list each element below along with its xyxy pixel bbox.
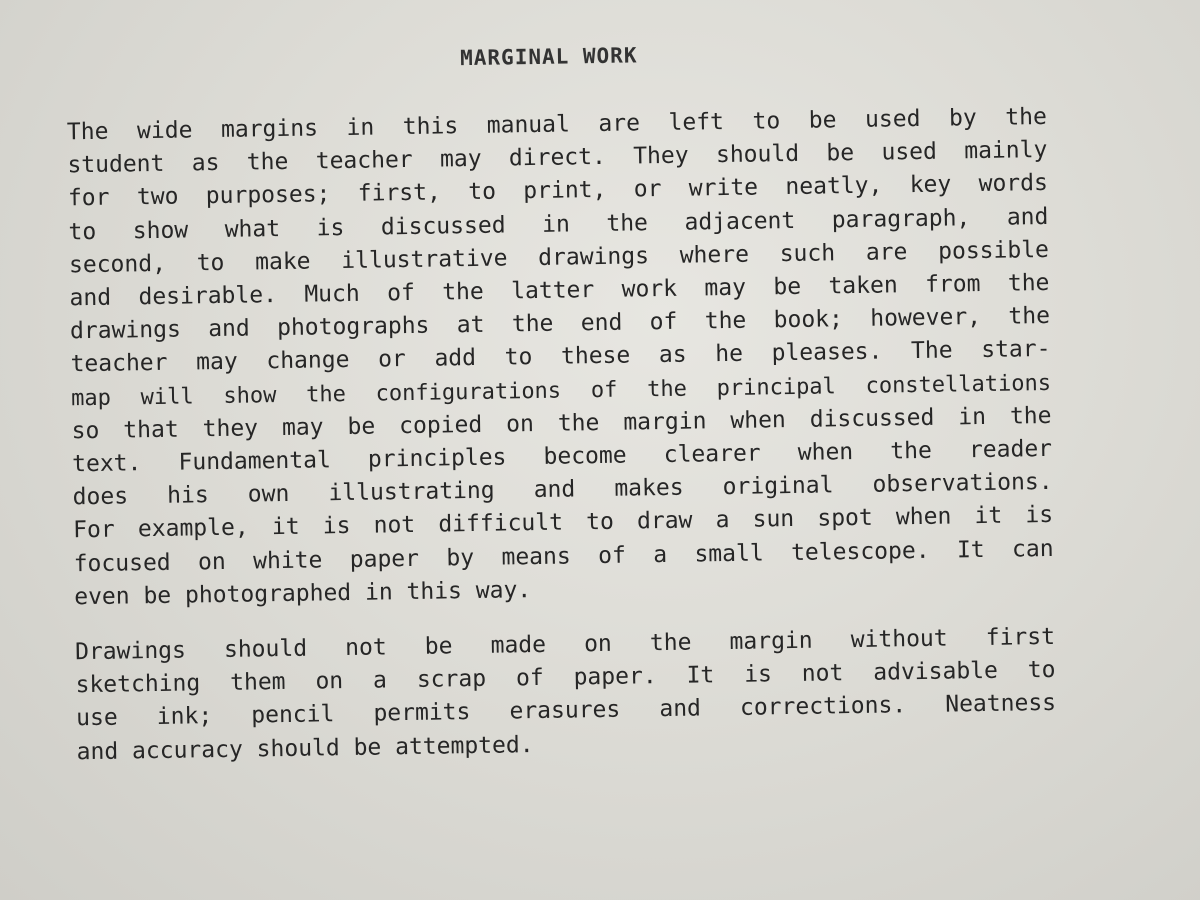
paragraph-line: map will show the configurations of the principal constellations (70, 370, 1052, 411)
paragraph-line: so that they may be copied on the margin when discussed in the (71, 402, 1052, 445)
page-title: MARGINAL WORK (459, 43, 638, 71)
paragraph-line: even be photographed in this way. (74, 576, 532, 611)
paragraph-line: does his own illustrating and makes original observations. (72, 469, 1053, 511)
paragraph-line: The wide margins in this manual are left to be used by the (66, 103, 1048, 146)
paragraph-line: use ink; pencil permits erasures and corrections. Neatness (75, 690, 1057, 732)
paragraph-line: teacher may change or add to these as he pleases. The star- (70, 336, 1051, 378)
paragraph-line: for two purposes; first, to print, or write neatly, key words (67, 170, 1049, 212)
paragraph-line: text. Fundamental principles become clearer when the reader (71, 435, 1053, 478)
paragraph-line: Drawings should not be made on the margin without first (74, 623, 1056, 666)
paragraph-line: second, to make illustrative drawings where such are possible (68, 236, 1050, 279)
paragraph-line: student as the teacher may direct. They should be used mainly (67, 137, 1048, 179)
paragraph-line: and desirable. Much of the latter work may be taken from the (69, 269, 1050, 312)
paragraph-line: and accuracy should be attempted. (76, 731, 534, 765)
paragraph-line: focused on white paper by means of a small telescope. It can (73, 535, 1054, 577)
paragraph-2 (75, 621, 1057, 769)
paragraph-1 (67, 101, 1055, 614)
paragraph-line: sketching them on a scrap of paper. It is not advisable to (75, 657, 1056, 699)
paragraph-line: to show what is discussed in the adjacent paragraph, and (68, 203, 1049, 245)
paragraph-line: drawings and photographs at the end of the book; however, the (69, 303, 1051, 345)
paragraph-line: For example, it is not difficult to draw a sun spot when it is (72, 502, 1054, 544)
